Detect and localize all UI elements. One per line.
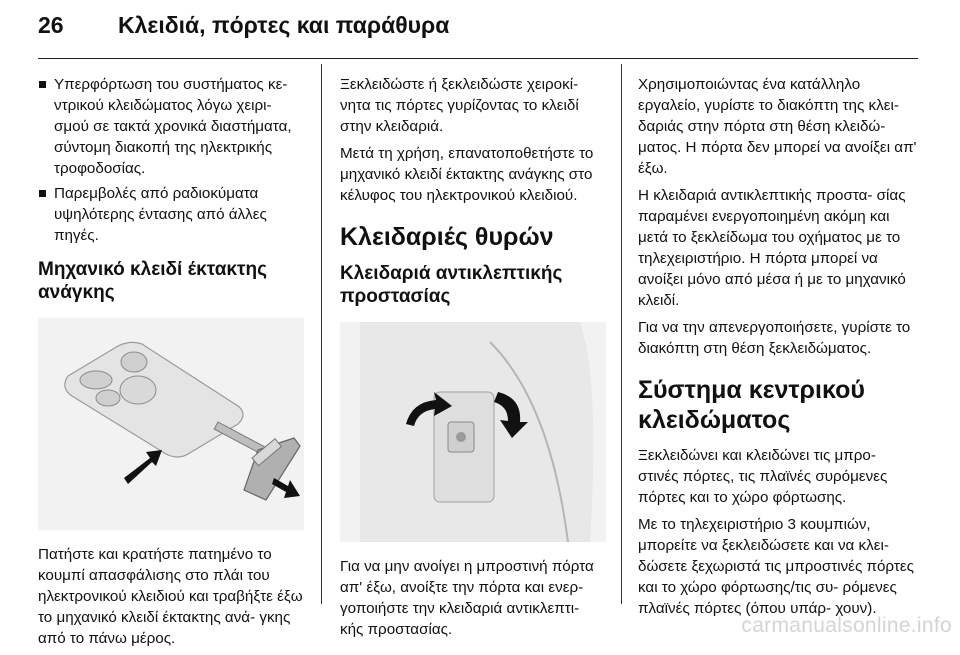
bullet-item: Υπερφόρτωση του συστήματος κε- ντρικού κλειδώματος λόγω χειρι- σμού σε τακτά χρονικά διαστήματα, σύντομη διακοπή της ηλεκτρικής τροφοδοσίας.: [38, 74, 304, 179]
child-lock-caption: Για να μην ανοίγει η μπροστινή πόρτα απ' έξω, ανοίξτε την πόρτα και ενερ- γοποιήστε την κλειδαριά αντικλεπτι- κής προστασίας.: [340, 558, 594, 638]
manual-unlock-paragraph: Ξεκλειδώστε ή ξεκλειδώστε χειροκί- νητα τις πόρτες γυρίζοντας το κλειδί στην κλειδαριά.: [340, 76, 579, 135]
door-lock-illustration: [340, 322, 606, 542]
column-divider-2: [621, 64, 622, 604]
lock-tool-paragraph: Χρησιμοποιώντας ένα κατάλληλο εργαλείο, γυρίστε το διακόπτη της κλει- δαριάς στην πόρτα στη θέση κλειδώ- ματος. Η πόρτα δεν μπορεί να ανοίξει απ' έξω.: [638, 76, 917, 177]
column-3: [638, 74, 920, 625]
page-title: Κλειδιά, πόρτες και παράθυρα: [118, 12, 450, 38]
lock-remains-active-paragraph: Η κλειδαριά αντικλεπτικής προστα- σίας παραμένει ενεργοποιημένη ακόμη και μετά το ξεκλείδωμα του οχήματος με το τηλεχειριστήριο. Η πόρτα μπορεί να ανοίξει μόνο από μέσα ή με το μηχανικό κλειδί.: [638, 187, 906, 309]
section-title-central-locking: Σύστημα κεντρικού κλειδώματος: [638, 376, 865, 434]
central-locking-paragraph: Ξεκλειδώνει και κλειδώνει τις μπρο- στινές πόρτες, τις πλαϊνές συρόμενες πόρτες και το χώρο φόρτωσης.: [638, 447, 888, 506]
column-1: [38, 74, 304, 655]
watermark: carmanualsonline.info: [741, 614, 952, 637]
header-divider: [38, 58, 918, 59]
three-button-remote-paragraph: Με το τηλεχειριστήριο 3 κουμπιών, μπορείτε να ξεκλειδώσετε και να κλει- δώσετε ξεχωριστά τις μπροστινές πόρτες και το χώρο φόρτωσης/τις συ- ρόμενες πλαϊνές πόρτες (όπου υπάρ- χουν).: [638, 516, 914, 617]
key-fob-illustration: [38, 318, 304, 530]
section-heading-emergency-key: Μηχανικό κλειδί έκτακτης ανάγκης: [38, 259, 267, 303]
page-number: 26: [38, 12, 64, 38]
deactivate-paragraph: Για να την απενεργοποιήσετε, γυρίστε το διακόπτη στη θέση ξεκλειδώματος.: [638, 319, 911, 357]
section-title-door-locks: Κλειδαριές θυρών: [340, 223, 554, 251]
subheading-child-lock: Κλειδαριά αντικλεπτικής προστασίας: [340, 263, 563, 307]
page-header: [0, 0, 960, 60]
reinsert-key-paragraph: Μετά τη χρήση, επανατοποθετήστε το μηχανικό κλειδί έκτακτης ανάγκης στο κέλυφος του ηλεκτρονικού κλειδιού.: [340, 145, 594, 204]
bullet-item: Παρεμβολές από ραδιοκύματα υψηλότερης έντασης από άλλες πηγές.: [38, 183, 304, 246]
emergency-key-instructions: Πατήστε και κρατήστε πατημένο το κουμπί απασφάλισης στο πλάι του ηλεκτρονικού κλειδιού και τραβήξτε έξω το μηχανικό κλειδί έκτακτης ανά- γκης από το πάνω μέρος.: [38, 546, 303, 647]
column-divider-1: [321, 64, 322, 604]
bullet-list: [38, 74, 304, 246]
column-2: [340, 74, 606, 646]
